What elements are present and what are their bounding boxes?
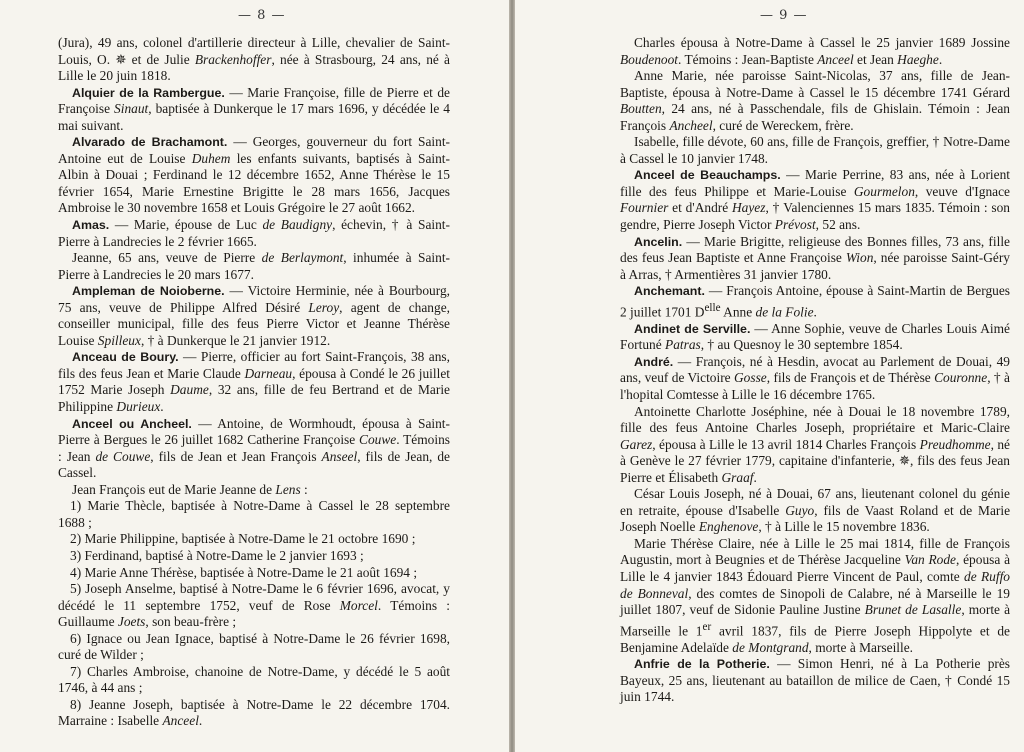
italic-surname: Brackenhoffer <box>194 51 272 67</box>
family-name-heading: Anchemant. <box>634 284 705 299</box>
italic-surname: Anceel <box>817 51 854 67</box>
family-name-heading: Anceel de Beauchamps. <box>634 168 781 183</box>
genealogy-entry: Alquier de la Rambergue. — Marie Françoise, fille de Pierre et de Françoise Sinaut, baptisée à Dunkerque le 17 mars 1696, y décédée le 4 mai suivant. <box>58 84 450 133</box>
entry-paragraph: Antoinette Charlotte Joséphine, née à Douai le 18 novembre 1789, fille des feus Antoine Charles Joseph, propriétaire et Maric-Claire Garez, épousa à Lille le 13 avril 1814 Charles François Preudhomme, né à Genève le 27 février 1779, capitaine d'infanterie, ✵, fils des feus Jean Pierre et Élisabeth Graaf. <box>620 403 1010 485</box>
italic-surname: Haeghe <box>897 51 939 67</box>
italic-surname: Preudhomme <box>919 436 991 452</box>
genealogy-entry: Alvarado de Brachamont. — Georges, gouverneur du fort Saint-Antoine eut de Louise Duhem les enfants suivants, baptisés à Saint-Albin à Douai ; Ferdinand le 12 décembre 1652, Anne Thérèse le 15 février 1654, Marie Ernestine Brigitte le 28 mars 1656, Jacques Ambroise le 30 novembre 1658 et Louis Grégoire le 27 août 1662. <box>58 134 450 216</box>
entry-paragraph: Anne Marie, née paroisse Saint-Nicolas, 37 ans, fille de Jean-Baptiste, épousa à Notre-Dame à Cassel le 15 décembre 1741 Gérard Boutten, 24 ans, né à Passchendale, fils de Ghislain. Témoin : Jean François Ancheel, curé de Wereckem, frère. <box>620 68 1010 133</box>
italic-surname: de Baudigny <box>262 217 333 233</box>
italic-surname: Sinaut <box>114 101 149 117</box>
italic-surname: Duhem <box>191 150 231 166</box>
italic-surname: Ancheel <box>669 117 713 133</box>
italic-surname: Garez <box>620 436 653 452</box>
italic-surname: Couwe <box>359 432 397 448</box>
italic-surname: Daume <box>170 382 209 398</box>
italic-surname: Darneau <box>244 365 293 381</box>
numbered-child-entry: 6) Ignace ou Jean Ignace, baptisé à Notre-Dame le 26 février 1698, curé de Wilder ; <box>58 630 450 663</box>
family-name-heading: Ancelin. <box>634 234 683 249</box>
numbered-child-entry: 1) Marie Thècle, baptisée à Notre-Dame à Cassel le 28 septembre 1688 ; <box>58 498 450 530</box>
italic-surname: Prévost <box>774 217 816 233</box>
numbered-child-entry: 2) Marie Philippine, baptisée à Notre-Dame le 21 octobre 1690 ; <box>70 531 416 547</box>
entry-paragraph: Charles épousa à Notre-Dame à Cassel le 25 janvier 1689 Jossine Boudenoot. Témoins : Jean-Baptiste Anceel et Jean Haeghe. <box>620 35 1010 67</box>
family-name-heading: Anfrie de la Potherie. <box>634 657 770 672</box>
genealogy-entry: Anceel de Beauchamps. — Marie Perrine, 83 ans, née à Lorient fille des feus Philippe et Marie-Louise Gourmelon, veuve d'Ignace Fournier et d'André Hayez, † Valenciennes 15 mars 1835. Témoin : son gendre, Pierre Joseph Victor Prévost, 52 ans. <box>620 167 1011 233</box>
entry-paragraph: Jeanne, 65 ans, veuve de Pierre de Berlaymont, inhumée à Saint-Pierre à Landrecies le 20 mars 1677. <box>58 250 450 282</box>
right-page-text <box>620 35 1010 706</box>
entry-paragraph: Isabelle, fille dévote, 60 ans, fille de François, greffier, † Notre-Dame à Cassel le 10 janvier 1748. <box>620 134 1010 166</box>
italic-surname: Hayez <box>731 200 766 216</box>
family-name-heading: Amas. <box>72 218 110 233</box>
numbered-child-entry: 7) Charles Ambroise, chanoine de Notre-Dame, y décédé le 5 août 1746, à 44 ans ; <box>58 663 450 696</box>
italic-surname: Enghenove <box>698 519 759 535</box>
family-name-heading: Andinet de Serville. <box>634 321 751 336</box>
italic-surname: Fournier <box>620 200 669 216</box>
superscript: elle <box>704 301 721 314</box>
italic-surname: Van Rode <box>904 552 956 568</box>
genealogy-entry: Ancelin. — Marie Brigitte, religieuse des Bonnes filles, 73 ans, fille des feus Jean Baptiste et Anne Françoise Wion, née paroisse Saint-Géry à Arras, † Armentières 31 janvier 1780. <box>620 233 1010 282</box>
genealogy-entry: Andinet de Serville. — Anne Sophie, veuve de Charles Louis Aimé Fortuné Patras, † au Quesnoy le 30 septembre 1854. <box>620 320 1010 353</box>
italic-surname: Morcel <box>339 597 378 613</box>
left-page <box>0 0 509 752</box>
entry-paragraph: Marie Thérèse Claire, née à Lille le 25 mai 1814, fille de François Augustin, mort à Beugnies et de Thérèse Jacqueline Van Rode, épousa à Lille le 4 janvier 1843 Édouard Pierre Vincent de Paul, comte de Ruffo de Bonneval, des comtes de Sinopoli de Calabre, né à Marseille le 19 juillet 1807, veuf de Sidonie Pauline Justine Brunet de Lasalle, morte à Marseille le 1er avril 1837, fils de Pierre Joseph Hippolyte et de Benjamine Adelaïde de Montgrand, morte à Marseille. <box>620 535 1011 655</box>
superscript: er <box>702 620 712 633</box>
italic-surname: Boudenoot <box>620 51 679 67</box>
italic-surname: Wion <box>845 250 874 266</box>
italic-surname: Leroy <box>308 299 340 315</box>
italic-surname: de Montgrand <box>732 639 809 655</box>
italic-surname: Spilleux <box>97 332 141 348</box>
genealogy-entry: Amas. — Marie, épouse de Luc de Baudigny, échevin, † à Saint-Pierre à Landrecies le 2 février 1665. <box>58 217 450 249</box>
numbered-child-entry: 5) Joseph Anselme, baptisé à Notre-Dame le 6 février 1696, avocat, y décédé le 11 septembre 1752, veuf de Rose Morcel. Témoins : Guillaume Joets, son beau-frère ; <box>58 581 451 630</box>
entry-paragraph: (Jura), 49 ans, colonel d'artillerie directeur à Lille, chevalier de Saint-Louis, O. ✵ et de Julie Brackenhoffer, née à Strasbourg, 24 ans, né à Lille le 20 juin 1818. <box>58 35 450 84</box>
genealogy-entry: Anfrie de la Potherie. — Simon Henri, né à La Potherie près Bayeux, 25 ans, lieutenant au bataillon de milice de Caen, † Condé 15 juin 1744. <box>620 656 1011 705</box>
entry-paragraph: César Louis Joseph, né à Douai, 67 ans, lieutenant colonel du génie en retraite, épouse d'Isabelle Guyo, fils de Vaast Roland et de Marie Joseph Noelle Enghenove, † à Lille le 15 novembre 1836. <box>620 486 1011 535</box>
genealogy-entry: Anchemant. — François Antoine, épouse à Saint-Martin de Bergues 2 juillet 1701 $D^{elle}$ Anne de la Folie. <box>620 283 1010 320</box>
page-number-right: — 9 — <box>760 8 808 23</box>
italic-surname: de la Folie <box>755 304 814 320</box>
numbered-child-entry: 8) Jeanne Joseph, baptisée à Notre-Dame le 22 décembre 1704. Marraine : Isabelle Anceel. <box>58 696 450 729</box>
right-page <box>515 0 1024 752</box>
italic-surname: Durieux <box>116 399 161 415</box>
italic-surname: de Ruffo de Bonneval <box>620 568 1010 601</box>
italic-surname: Graaf <box>721 469 754 485</box>
genealogy-entry: Anceel ou Ancheel. — Antoine, de Wormhoudt, épousa à Saint-Pierre à Bergues le 26 juillet 1682 Catherine Françoise Couwe. Témoins : Jean de Couwe, fils de Jean et Jean François Anseel, fils de Jean, de Cassel. <box>58 415 450 481</box>
genealogy-entry: Anceau de Boury. — Pierre, officier au fort Saint-François, 38 ans, fils des feus Jean et Marie Claude Darneau, épousa à Condé le 26 juillet 1752 Marie Joseph Daume, 32 ans, fille de feu Bertrand et de Marie Philippine Durieux. <box>58 349 451 415</box>
numbered-child-entry: 4) Marie Anne Thérèse, baptisée à Notre-Dame le 21 août 1694 ; <box>70 564 418 580</box>
entry-paragraph: Jean François eut de Marie Jeanne de Lens : <box>72 481 308 497</box>
family-name-heading: André. <box>634 354 674 369</box>
italic-surname: Gosse <box>734 370 767 386</box>
italic-surname: Brunet de Lasalle <box>864 602 962 618</box>
italic-surname: Patras <box>665 337 701 353</box>
page-number-left: — 8 — <box>238 8 286 23</box>
italic-surname: Anseel <box>321 448 358 464</box>
family-name-heading: Alvarado de Brachamont. <box>72 135 228 150</box>
italic-surname: de Berlaymont <box>261 250 344 266</box>
family-name-heading: Anceel ou Ancheel. <box>72 416 192 431</box>
italic-surname: Couronne <box>934 370 988 386</box>
italic-surname: Boutten <box>620 101 662 117</box>
italic-surname: Joets <box>117 614 146 630</box>
italic-surname: Gourmelon <box>853 183 915 199</box>
numbered-child-entry: 3) Ferdinand, baptisé à Notre-Dame le 2 janvier 1693 ; <box>70 547 364 563</box>
genealogy-entry: André. — François, né à Hesdin, avocat au Parlement de Douai, 49 ans, veuf de Victoire Gosse, fils de François et de Thérèse Couronne, † à l'hopital Comtesse à Lille le 16 décembre 1765. <box>620 353 1010 402</box>
italic-surname: Guyo <box>785 502 815 518</box>
italic-surname: Lens <box>275 481 301 497</box>
italic-surname: de Couwe <box>95 448 151 464</box>
family-name-heading: Alquier de la Rambergue. <box>72 85 225 100</box>
genealogy-entry: Ampleman de Noioberne. — Victoire Herminie, née à Bourbourg, 75 ans, veuve de Philippe Alfred Désiré Leroy, agent de change, conseiller municipal, fille des feus Pierre Victor et Jeanne Thérèse Louise Spilleux, † à Dunkerque le 21 janvier 1912. <box>58 283 451 348</box>
family-name-heading: Ampleman de Noioberne. <box>72 284 225 299</box>
family-name-heading: Anceau de Boury. <box>72 350 179 365</box>
italic-surname: Anceel <box>162 713 199 729</box>
left-page-text <box>58 35 450 730</box>
